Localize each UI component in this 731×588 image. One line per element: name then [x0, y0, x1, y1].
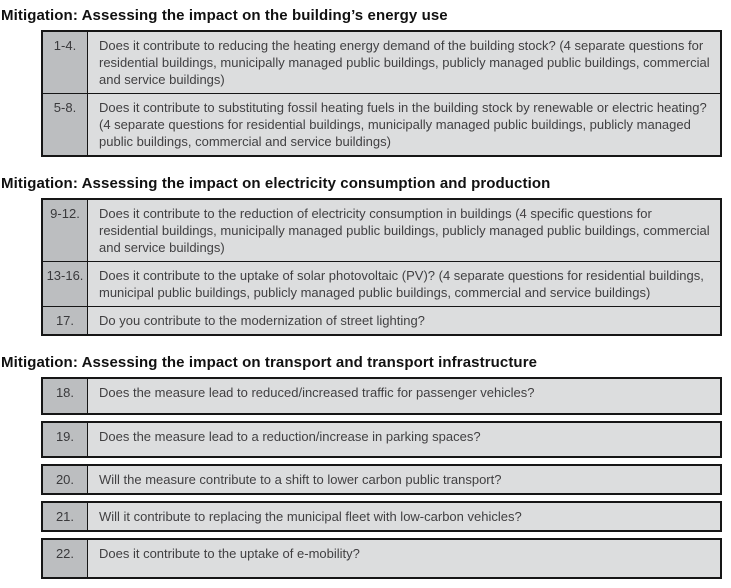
question-number: 9-12. — [43, 200, 88, 261]
question-number: 19. — [43, 423, 88, 456]
question-text: Does the measure lead to a reduction/increase in parking spaces? — [88, 423, 720, 456]
section-transport — [1, 354, 722, 579]
question-number: 17. — [43, 307, 88, 334]
section-electricity — [1, 175, 722, 336]
table-row — [43, 261, 720, 306]
table-row — [43, 306, 720, 334]
question-number: 1-4. — [43, 32, 88, 93]
question-table — [41, 377, 722, 579]
question-text: Does the measure lead to reduced/increased traffic for passenger vehicles? — [88, 379, 720, 413]
table-row — [43, 32, 720, 93]
section-buildings-energy-use — [1, 7, 722, 157]
question-number: 13-16. — [43, 262, 88, 306]
section-heading: Mitigation: Assessing the impact on the building’s energy use — [1, 7, 448, 24]
question-table — [41, 198, 722, 336]
question-text: Will the measure contribute to a shift to lower carbon public transport? — [88, 466, 720, 493]
question-text: Does it contribute to substituting fossil heating fuels in the building stock by renewable or electric heating? (4 separate questions for residential buildings, municipally managed public buildings, publicly managed public buildings, commercial and service buildings) — [88, 94, 720, 155]
question-number: 18. — [43, 379, 88, 413]
question-text: Does it contribute to the uptake of e-mobility? — [88, 540, 720, 577]
question-number: 5-8. — [43, 94, 88, 155]
table-row — [41, 377, 722, 415]
table-row — [41, 464, 722, 495]
question-text: Does it contribute to the uptake of solar photovoltaic (PV)? (4 separate questions for residential buildings, municipal public buildings, publicly managed public buildings, commercial and service buildings) — [88, 262, 720, 306]
question-table — [41, 30, 722, 157]
question-number: 21. — [43, 503, 88, 530]
table-row — [41, 421, 722, 458]
section-heading: Mitigation: Assessing the impact on electricity consumption and production — [1, 175, 551, 192]
question-number: 20. — [43, 466, 88, 493]
question-text: Will it contribute to replacing the municipal fleet with low-carbon vehicles? — [88, 503, 720, 530]
question-number: 22. — [43, 540, 88, 577]
question-text: Does it contribute to the reduction of electricity consumption in buildings (4 specific questions for residential buildings, municipally managed public buildings, publicly managed public buildings, commercial and service buildings) — [88, 200, 720, 261]
section-heading: Mitigation: Assessing the impact on transport and transport infrastructure — [1, 354, 538, 371]
table-row — [43, 200, 720, 261]
table-row — [41, 538, 722, 579]
table-row — [43, 93, 720, 155]
table-row — [41, 501, 722, 532]
question-text: Do you contribute to the modernization of street lighting? — [88, 307, 720, 334]
question-text: Does it contribute to reducing the heating energy demand of the building stock? (4 separate questions for residential buildings, municipally managed public buildings, publicly managed public buildings, commercial and service buildings) — [88, 32, 720, 93]
